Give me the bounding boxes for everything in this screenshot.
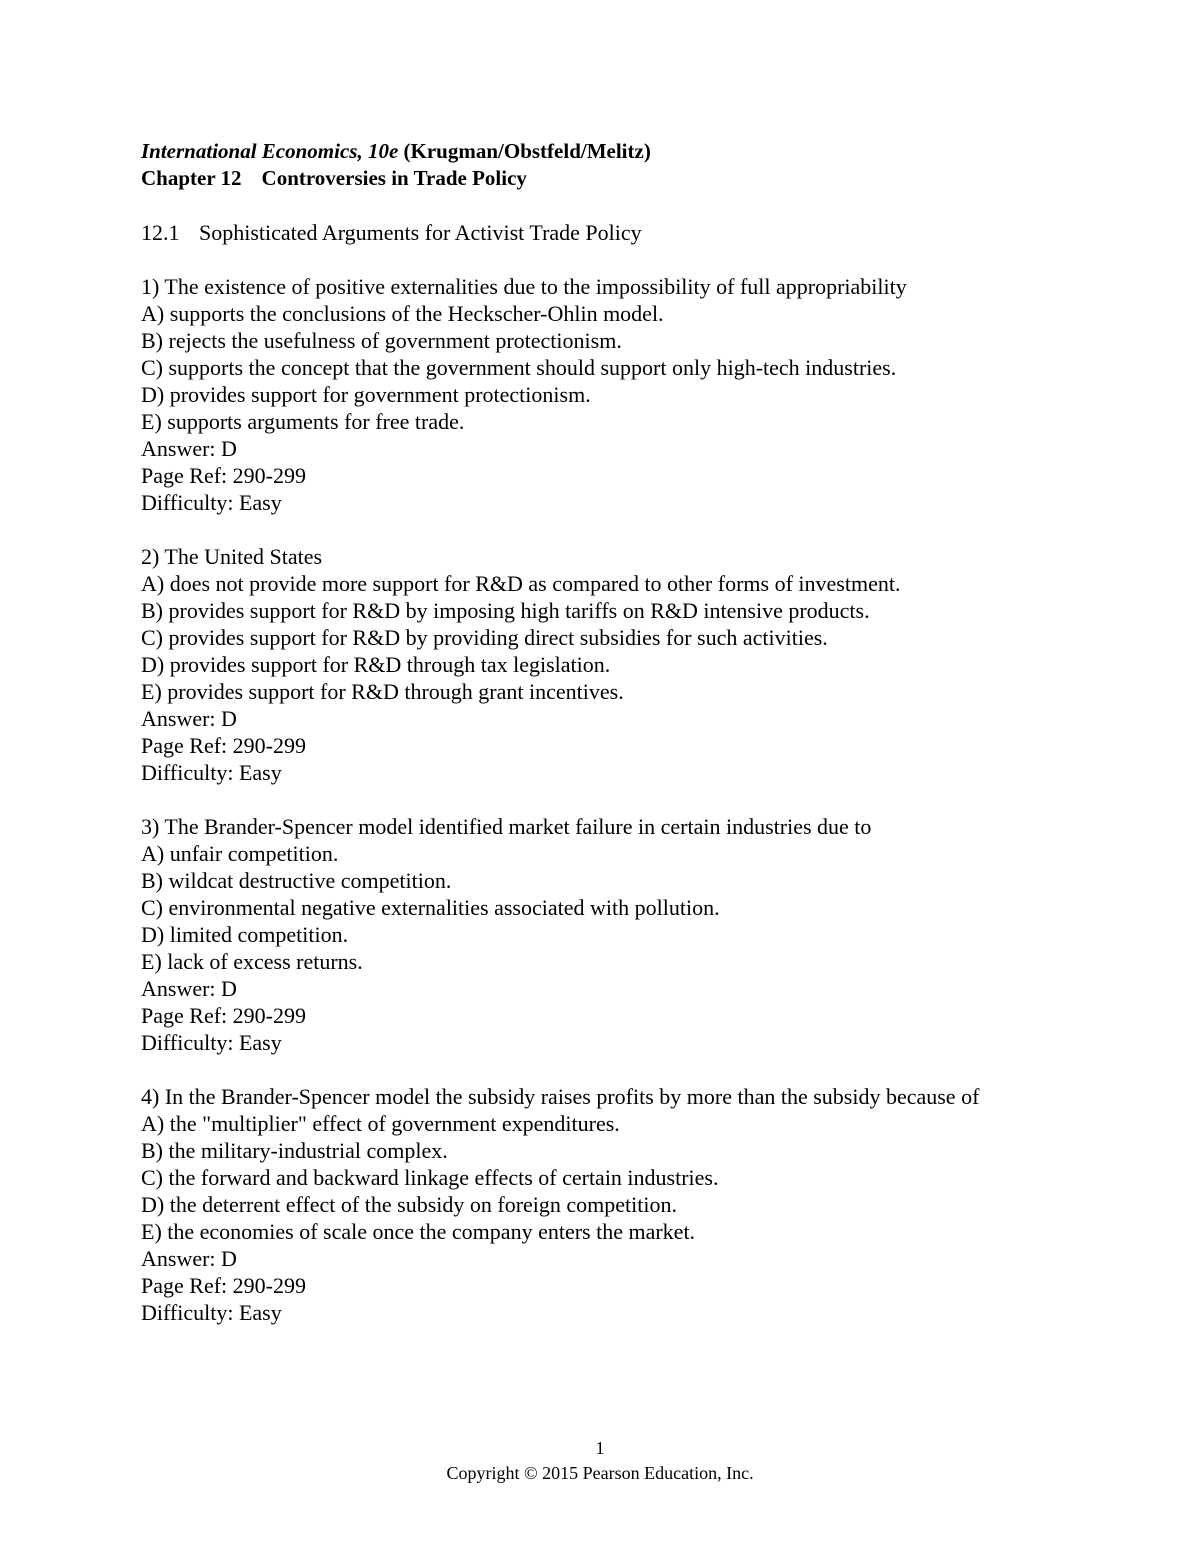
section-heading [141,219,1101,246]
difficulty: Difficulty: Easy [141,490,282,515]
difficulty: Difficulty: Easy [141,1300,282,1325]
option-c: C) supports the concept that the government should support only high-tech industries. [141,355,897,380]
question-4 [141,1083,1101,1326]
option-c: C) provides support for R&D by providing direct subsidies for such activities. [141,625,828,650]
answer: Answer: D [141,436,237,461]
copyright-notice: Copyright © 2015 Pearson Education, Inc. [446,1463,754,1483]
option-e: E) provides support for R&D through grant incentives. [141,679,624,704]
option-c: C) the forward and backward linkage effects of certain industries. [141,1165,719,1190]
page-ref: Page Ref: 290-299 [141,733,306,758]
question-stem: 3) The Brander-Spencer model identified market failure in certain industries due to [141,814,872,839]
option-d: D) limited competition. [141,922,349,947]
page-number: 1 [595,1438,605,1458]
answer: Answer: D [141,976,237,1001]
document-body [141,138,1101,1326]
option-a: A) supports the conclusions of the Heckscher-Ohlin model. [141,301,664,326]
chapter-label: Chapter 12 [141,166,242,190]
section-title: Sophisticated Arguments for Activist Trade Policy [199,220,642,245]
option-c: C) environmental negative externalities associated with pollution. [141,895,720,920]
page-ref: Page Ref: 290-299 [141,1273,306,1298]
question-stem: 2) The United States [141,544,323,569]
chapter-title: Controversies in Trade Policy [261,166,527,190]
question-1 [141,273,1101,516]
option-b: B) rejects the usefulness of government protectionism. [141,328,622,353]
difficulty: Difficulty: Easy [141,760,282,785]
question-stem: 1) The existence of positive externalities due to the impossibility of full appropriability [141,274,907,299]
question-stem: 4) In the Brander-Spencer model the subsidy raises profits by more than the subsidy because of [141,1084,980,1109]
question-2 [141,543,1101,786]
option-d: D) provides support for government protectionism. [141,382,591,407]
question-3 [141,813,1101,1056]
option-a: A) unfair competition. [141,841,339,866]
chapter-heading [141,165,1101,192]
option-b: B) the military-industrial complex. [141,1138,448,1163]
option-e: E) the economies of scale once the company enters the market. [141,1219,696,1244]
option-b: B) wildcat destructive competition. [141,868,452,893]
section-number: 12.1 [141,220,180,245]
page-ref: Page Ref: 290-299 [141,463,306,488]
option-a: A) the "multiplier" effect of government expenditures. [141,1111,620,1136]
book-title: International Economics, 10e [141,139,399,163]
difficulty: Difficulty: Easy [141,1030,282,1055]
option-a: A) does not provide more support for R&D as compared to other forms of investment. [141,571,901,596]
option-e: E) supports arguments for free trade. [141,409,465,434]
option-e: E) lack of excess returns. [141,949,363,974]
answer: Answer: D [141,1246,237,1271]
option-d: D) the deterrent effect of the subsidy on foreign competition. [141,1192,677,1217]
book-header [141,138,1101,165]
answer: Answer: D [141,706,237,731]
book-authors: (Krugman/Obstfeld/Melitz) [403,139,651,163]
option-b: B) provides support for R&D by imposing high tariffs on R&D intensive products. [141,598,870,623]
option-d: D) provides support for R&D through tax legislation. [141,652,611,677]
page-ref: Page Ref: 290-299 [141,1003,306,1028]
